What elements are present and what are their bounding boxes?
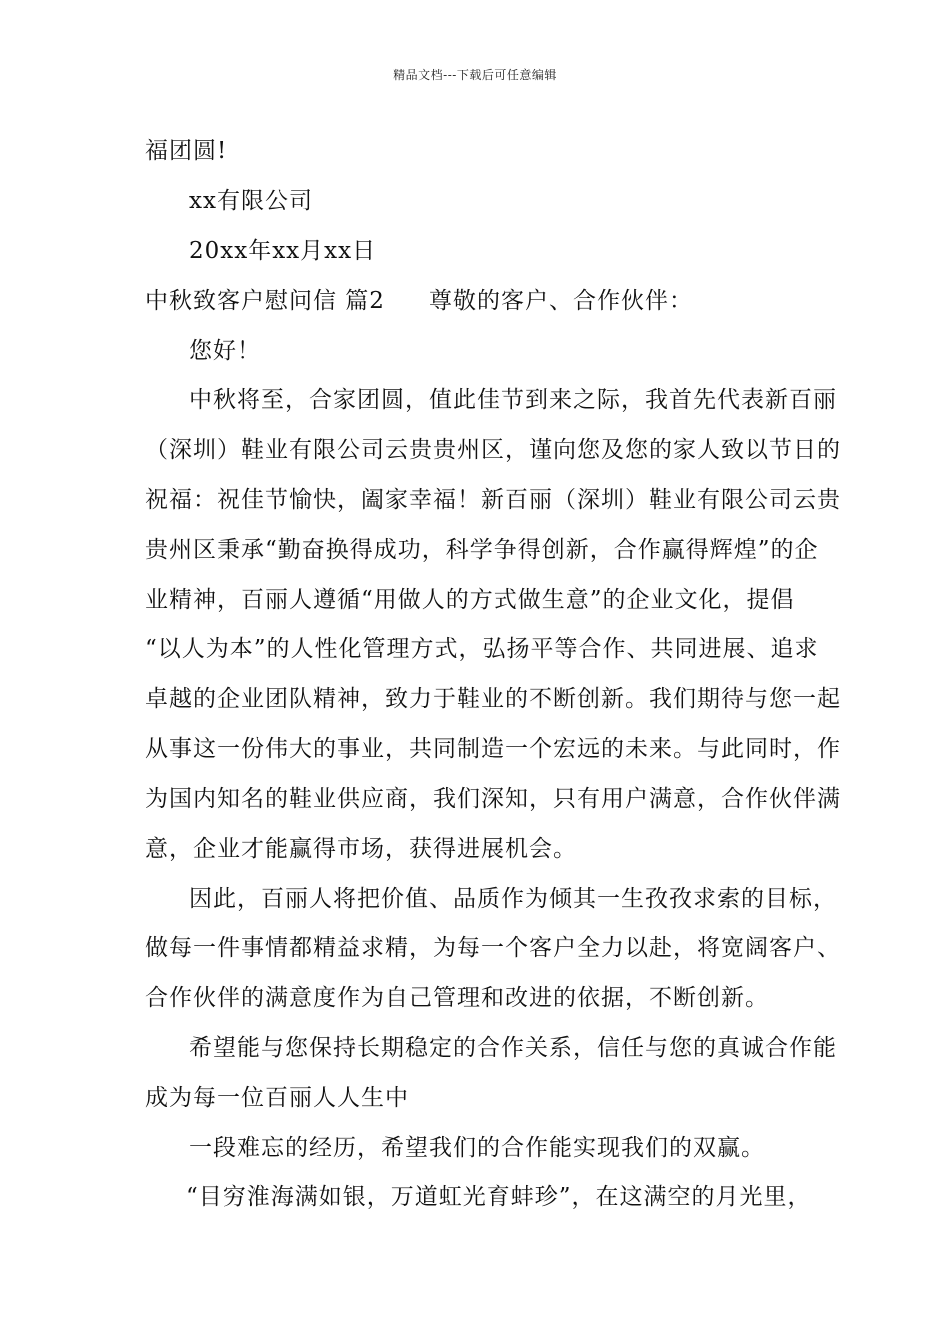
- paragraph-line: 卓越的企业团队精神，致力于鞋业的不断创新。我们期待与您一起: [145, 686, 841, 712]
- paragraph-line: 贵州区秉承“勤奋换得成功，科学争得创新，合作赢得辉煌”的企: [145, 537, 819, 563]
- text-line: 福团圆!: [145, 138, 228, 164]
- date-line: 20xx年xx月xx日: [189, 238, 377, 264]
- paragraph-line: “以人为本”的人性化管理方式，弘扬平等合作、共同进展、追求: [145, 636, 819, 662]
- paragraph-line: 合作伙伴的满意度作为自己管理和改进的依据，不断创新。: [145, 985, 769, 1011]
- paragraph-line: 意，企业才能赢得市场，获得进展机会。: [145, 836, 577, 862]
- paragraph-line: 业精神，百丽人遵循“用做人的方式做生意”的企业文化，提倡: [145, 587, 795, 613]
- letter-title-line: [145, 286, 693, 316]
- paragraph-line: “目穷淮海满如银，万道虹光育蚌珍”，在这满空的月光里，: [186, 1184, 812, 1210]
- paragraph-line: 一段难忘的经历，希望我们的合作能实现我们的双赢。: [189, 1135, 765, 1161]
- page-header: 精品文档---下载后可任意编辑: [393, 68, 557, 82]
- paragraph-line: （深圳）鞋业有限公司云贵贵州区，谨向您及您的家人致以节日的: [145, 437, 841, 463]
- salutation: 尊敬的客户、合作伙伴：: [428, 288, 693, 314]
- paragraph-line: 从事这一份伟大的事业，共同制造一个宏远的未来。与此同时，作: [145, 736, 841, 762]
- paragraph-line: 希望能与您保持长期稳定的合作关系，信任与您的真诚合作能: [189, 1035, 837, 1061]
- paragraph-line: 祝福：祝佳节愉快，阖家幸福！新百丽（深圳）鞋业有限公司云贵: [145, 487, 841, 513]
- paragraph-line: 因此，百丽人将把价值、品质作为倾其一生孜孜求索的目标，: [189, 886, 837, 912]
- paragraph-line: 为国内知名的鞋业供应商，我们深知，只有用户满意，合作伙伴满: [145, 786, 841, 812]
- paragraph-line: 成为每一位百丽人人生中: [145, 1085, 409, 1111]
- paragraph-line: 中秋将至，合家团圆，值此佳节到来之际，我首先代表新百丽: [189, 387, 837, 413]
- company-signature: xx有限公司: [189, 188, 313, 214]
- greeting: 您好！: [189, 338, 261, 364]
- paragraph-line: 做每一件事情都精益求精，为每一个客户全力以赴，将宽阔客户、: [145, 935, 841, 961]
- letter-title: 中秋致客户慰问信 篇2: [145, 288, 385, 314]
